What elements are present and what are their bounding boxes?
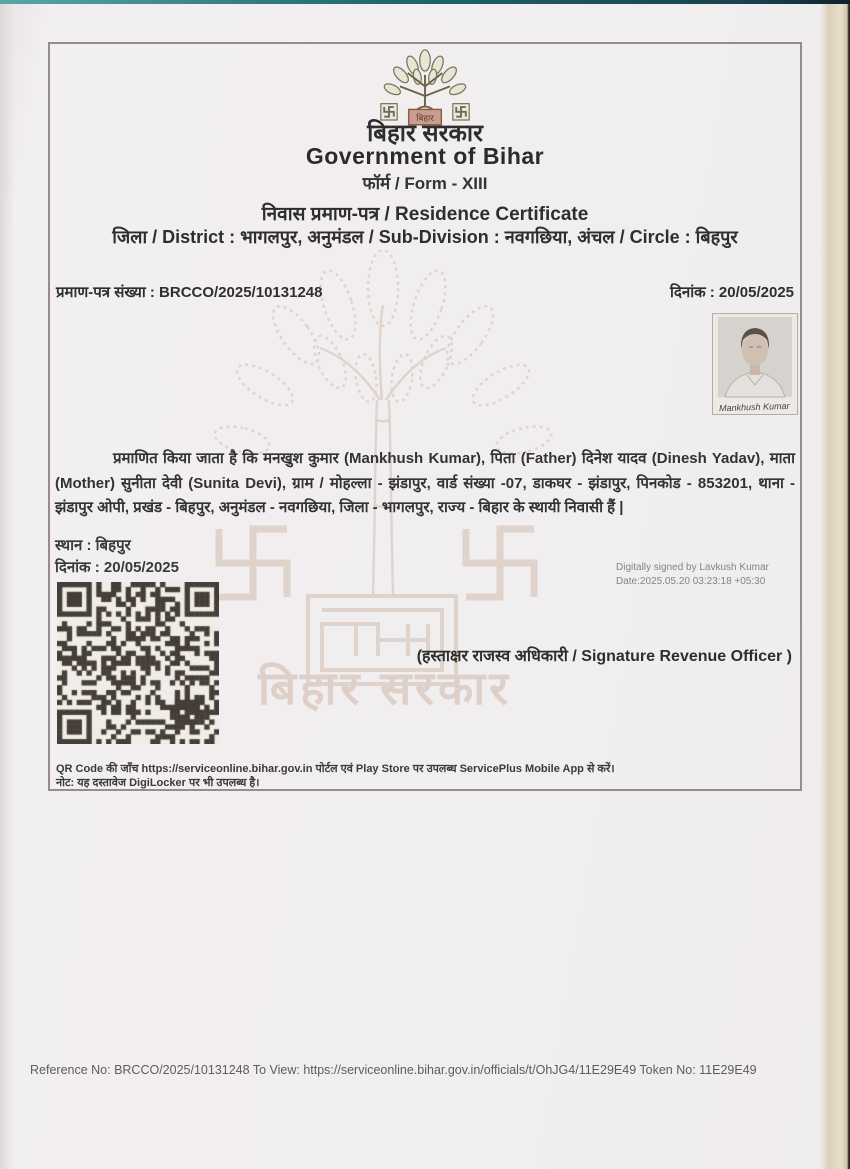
photo-signature: Mankhush Kumar <box>718 400 790 414</box>
qr-note-line1: QR Code की जाँच https://serviceonline.bihar.gov.in पोर्टल एवं Play Store पर उपलब्ध ServicePlus Mobile App से करें। <box>56 763 615 775</box>
certificate-number: प्रमाण-पत्र संख्या : BRCCO/2025/10131248 <box>56 284 323 301</box>
certificate-meta-row <box>56 282 794 302</box>
district-subdivision-circle-line: जिला / District : भागलपुर, अनुमंडल / Sub-Division : नवगछिया, अंचल / Circle : बिहपुर <box>112 227 738 247</box>
digital-signature-line1: Digitally signed by Lavkush Kumar <box>616 562 769 573</box>
government-title-hindi: बिहार सरकार <box>367 120 483 147</box>
digital-signature-block <box>616 561 848 589</box>
qr-note-line2: नोट: यह दस्तावेज DigiLocker पर भी उपलब्ध है। <box>56 777 260 789</box>
date-line: दिनांक : 20/05/2025 <box>55 559 179 576</box>
form-number-line: फॉर्म / Form - XIII <box>362 174 488 193</box>
certificate-border-box <box>48 42 802 791</box>
scan-top-edge <box>0 0 850 4</box>
place-line: स्थान : बिहपुर <box>55 537 131 554</box>
scan-left-shade <box>0 0 14 1169</box>
signature-revenue-officer-line: (हस्ताक्षर राजस्व अधिकारी / Signature Revenue Officer ) <box>416 648 792 665</box>
applicant-photo <box>712 313 798 415</box>
certificate-title: निवास प्रमाण-पत्र / Residence Certificate <box>261 204 589 225</box>
footer-reference-line: Reference No: BRCCO/2025/10131248 To View: https://serviceonline.bihar.gov.in/officials/t/OhJG4/11E29E49 Token No: 11E29E49 <box>30 1063 757 1077</box>
digital-signature-line2: Date:2025.05.20 03:23:18 +05:30 <box>616 576 766 587</box>
qr-code <box>57 582 219 744</box>
certificate-date: दिनांक : 20/05/2025 <box>670 284 794 301</box>
emblem-plaque-text: बिहार <box>416 112 434 123</box>
qr-verification-notes <box>56 762 794 790</box>
watermark-text: बिहार सरकार <box>257 662 513 714</box>
government-title-english: Government of Bihar <box>305 143 545 169</box>
scan-right-band <box>820 3 850 1169</box>
certificate-body-text: प्रमाणित किया जाता है कि मनखुश कुमार (Mankhush Kumar), पिता (Father) दिनेश यादव (Dinesh Yadav), माता (Mother) सुनीता देवी (Sunita Devi), ग्राम / मोहल्ला - झंडापुर, वार्ड संख्या -07, डाकघर - झंडापुर, पिनकोड - 853201, थाना - झंडापुर ओपी, प्रखंड - बिहपुर, अनुमंडल - नवगछिया, जिला - भागलपुर, राज्य - बिहार के स्थायी निवासी हैं | <box>55 450 795 516</box>
